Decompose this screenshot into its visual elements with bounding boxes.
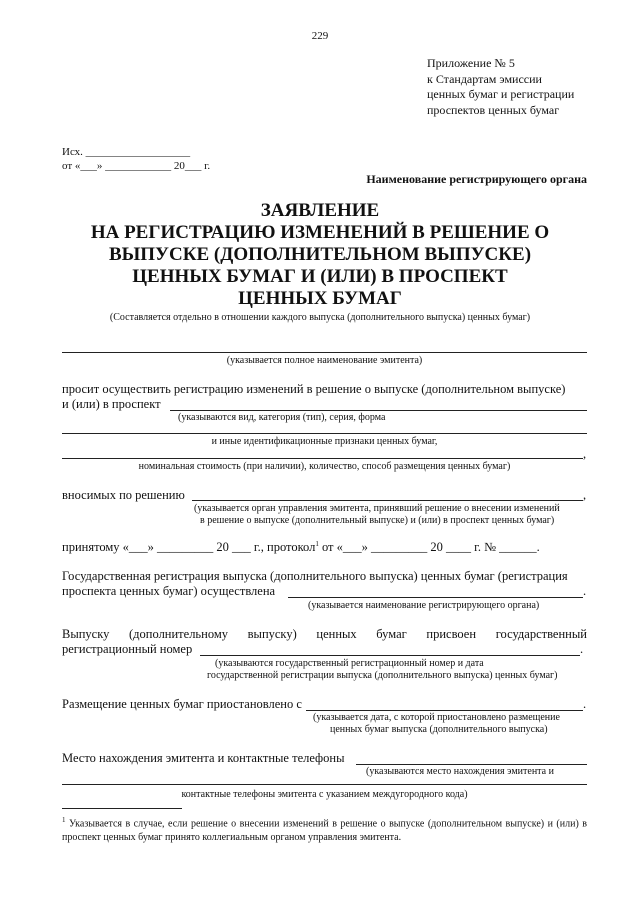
adopted-line [62,540,540,555]
decision-body-hint-line1: (указывается орган управления эмитента, принявший решение о внесении изменений [194,503,560,514]
footnote-mark: 1 [62,816,66,824]
assigned-word: Выпуску [62,627,110,641]
decision-body-field[interactable] [192,500,583,501]
introduced-label: вносимых по решению [62,488,185,502]
request-text-line1: просит осуществить регистрацию изменений в решение о выпуске (дополнительном выпуске) [62,382,566,396]
security-type-field[interactable] [170,410,587,411]
assigned-word: ценных [316,627,357,641]
issuer-name-hint: (указывается полное наименование эмитента) [226,355,423,366]
footnote [62,813,587,845]
outgoing-ref: Исх. ___________________ [62,146,191,158]
period: . [583,584,587,598]
assigned-word: государственный [495,627,587,641]
assigned-word: бумаг [376,627,407,641]
nominal-hint: номинальная стоимость (при наличии), количество, способ размещения ценных бумаг) [138,461,511,472]
footnote-divider [62,808,182,809]
period: . [583,697,587,711]
registration-number-hint-line1: (указываются государственный регистрационный номер и дата [215,658,484,669]
appendix-line: Приложение № 5 [427,56,515,70]
assigned-word: присвоен [426,627,477,641]
request-text-line2: и (или) в проспект [62,397,161,411]
location-hint-line2: контактные телефоны эмитента с указанием междугородного кода) [181,789,468,800]
footnote-reference: 1 [315,540,319,548]
suspension-date-field[interactable] [306,710,583,711]
location-label: Место нахождения эмитента и контактные телефоны [62,751,345,765]
assigned-line2: регистрационный номер [62,642,193,656]
suspension-label: Размещение ценных бумаг приостановлено с [62,697,302,711]
title-line: ВЫПУСКЕ (ДОПОЛНИТЕЛЬНОМ ВЫПУСКЕ) [108,244,532,265]
appendix-line: проспектов ценных бумаг [427,102,560,117]
security-ids-hint: и иные идентификационные признаки ценных бумаг, [211,436,438,447]
title-line: НА РЕГИСТРАЦИЮ ИЗМЕНЕНИЙ В РЕШЕНИЕ О [90,222,550,243]
issuer-name-field[interactable] [62,352,587,353]
registration-authority-hint: (указывается наименование регистрирующего органа) [308,600,540,611]
registration-number-hint-line2: государственной регистрации выпуска (дополнительного выпуска) ценных бумаг) [207,670,558,681]
state-registration-line2: проспекта ценных бумаг) осуществлена [62,584,276,598]
location-hint-line1: (указываются место нахождения эмитента и [366,766,554,777]
security-type-hint: (указываются вид, категория (тип), серия, форма [178,412,386,423]
appendix-line: ценных бумаг и регистрации [427,87,575,101]
phones-field[interactable] [62,784,587,785]
page-number: 229 [311,30,329,42]
adopted-text: принятому «___» _________ 20 ___ г., протокол [62,540,316,555]
title-line: ЗАЯВЛЕНИЕ [260,200,380,221]
suspension-hint-line1: (указывается дата, с которой приостановлено размещение [313,712,560,723]
adopted-tail: от «___» _________ 20 ____ г. № ______. [321,540,540,555]
decision-body-hint-line2: в решение о выпуске (дополнительный выпуске) и (или) в проспект ценных бумаг) [200,515,555,526]
registration-authority-field[interactable] [288,597,583,598]
title-line: ЦЕННЫХ БУМАГ [238,288,402,309]
registration-number-field[interactable] [200,655,580,656]
outgoing-date: от «___» ____________ 20___ г. [62,160,211,172]
assigned-word: выпуску) [247,627,297,641]
assigned-word: (дополнительному [129,627,228,641]
title-line: ЦЕННЫХ БУМАГ И (ИЛИ) В ПРОСПЕКТ [132,266,508,287]
assigned-line1 [62,627,587,642]
document-title [0,200,640,310]
comma: , [583,447,587,461]
appendix-line: к Стандартам эмиссии [427,71,542,86]
nominal-field[interactable] [62,458,583,459]
location-field[interactable] [356,764,587,765]
appendix-block [427,56,574,118]
security-ids-field[interactable] [62,433,587,434]
period: . [580,642,584,656]
document-subtitle: (Составляется отдельно в отношении каждого выпуска (дополнительного выпуска) ценных бумаг) [109,312,531,323]
registering-authority-name: Наименование регистрирующего органа [366,172,587,186]
comma: , [583,488,587,502]
footnote-text: Указывается в случае, если решение о внесении изменений в решение о выпуске (дополнительном выпуске) и (или) в проспект ценных бумаг принято коллегиальным органом управления эмитента. [62,818,587,844]
suspension-hint-line2: ценных бумаг выпуска (дополнительного выпуска) [330,724,548,735]
state-registration-line1: Государственная регистрация выпуска (дополнительного выпуска) ценных бумаг (регистрация [62,569,568,583]
